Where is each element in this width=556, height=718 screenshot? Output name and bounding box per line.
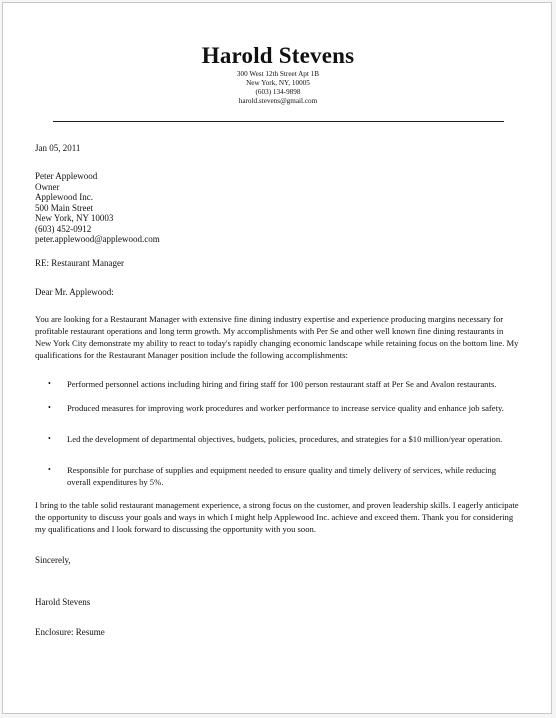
bullet-marker: • [48, 403, 51, 412]
intro-paragraph: You are looking for a Restaurant Manager with extensive fine dining industry expertise and experience producing margins necessary for profitable restaurant operations and long term growth. My accomplishments with Per Se and other well known fine dining restaurants in New York City demonstrate my ability to react to today's rapidly changing economic landscape while retaining focus on the bottom line. My qualifications for the Restaurant Manager position include the following accomplishments: [35, 314, 519, 360]
sender-name: Harold Stevens [201, 43, 355, 68]
accomplishment-item: Led the development of departmental objectives, budgets, policies, procedures, and strategies for a $10 million/year operation. [67, 434, 503, 444]
subject-line: RE: Restaurant Manager [35, 258, 124, 268]
sender-address: 300 West 12th Street Apt 1B [236, 70, 320, 78]
signature-name: Harold Stevens [35, 597, 91, 607]
bullet-marker: • [48, 434, 51, 443]
accomplishment-item: Responsible for purchase of supplies and equipment needed to ensure quality and timely delivery of services, while reducing overall expenditures by 5%. [67, 465, 497, 487]
recipient-company: Applewood Inc. [35, 192, 93, 202]
bullet-marker: • [48, 465, 51, 474]
letter-date: Jan 05, 2011 [35, 143, 81, 153]
enclosure-note: Enclosure: Resume [35, 627, 105, 637]
salutation: Dear Mr. Applewood: [35, 287, 114, 297]
sender-phone: (603) 134-9898 [255, 88, 301, 96]
closing-paragraph: I bring to the table solid restaurant management experience, a strong focus on the customer, and proven leadership skills. I eagerly anticipate the opportunity to discuss your goals and ways in which I might help Applewood Inc. achieve and exceed them. Thank you for considering my qualifications and I look forward to discussing the opportunity with you soon. [35, 500, 519, 534]
header-divider [53, 121, 504, 122]
sender-city: New York, NY, 10005 [246, 79, 310, 87]
accomplishment-item: Produced measures for improving work procedures and worker performance to increase service quality and enhance job safety. [67, 403, 504, 413]
sender-email: harold.stevens@gmail.com [238, 97, 318, 105]
bullet-marker: • [48, 379, 51, 388]
recipient-email: peter.applewood@applewood.com [35, 234, 160, 244]
recipient-street: 500 Main Street [35, 203, 93, 213]
signoff: Sincerely, [35, 555, 71, 565]
recipient-title: Owner [35, 182, 60, 192]
recipient-city: New York, NY 10003 [35, 213, 114, 223]
recipient-phone: (603) 452-0912 [35, 224, 92, 234]
accomplishment-item: Performed personnel actions including hiring and firing staff for 100 person restaurant staff at Per Se and Avalon restaurants. [67, 379, 497, 389]
recipient-name: Peter Applewood [35, 171, 98, 181]
